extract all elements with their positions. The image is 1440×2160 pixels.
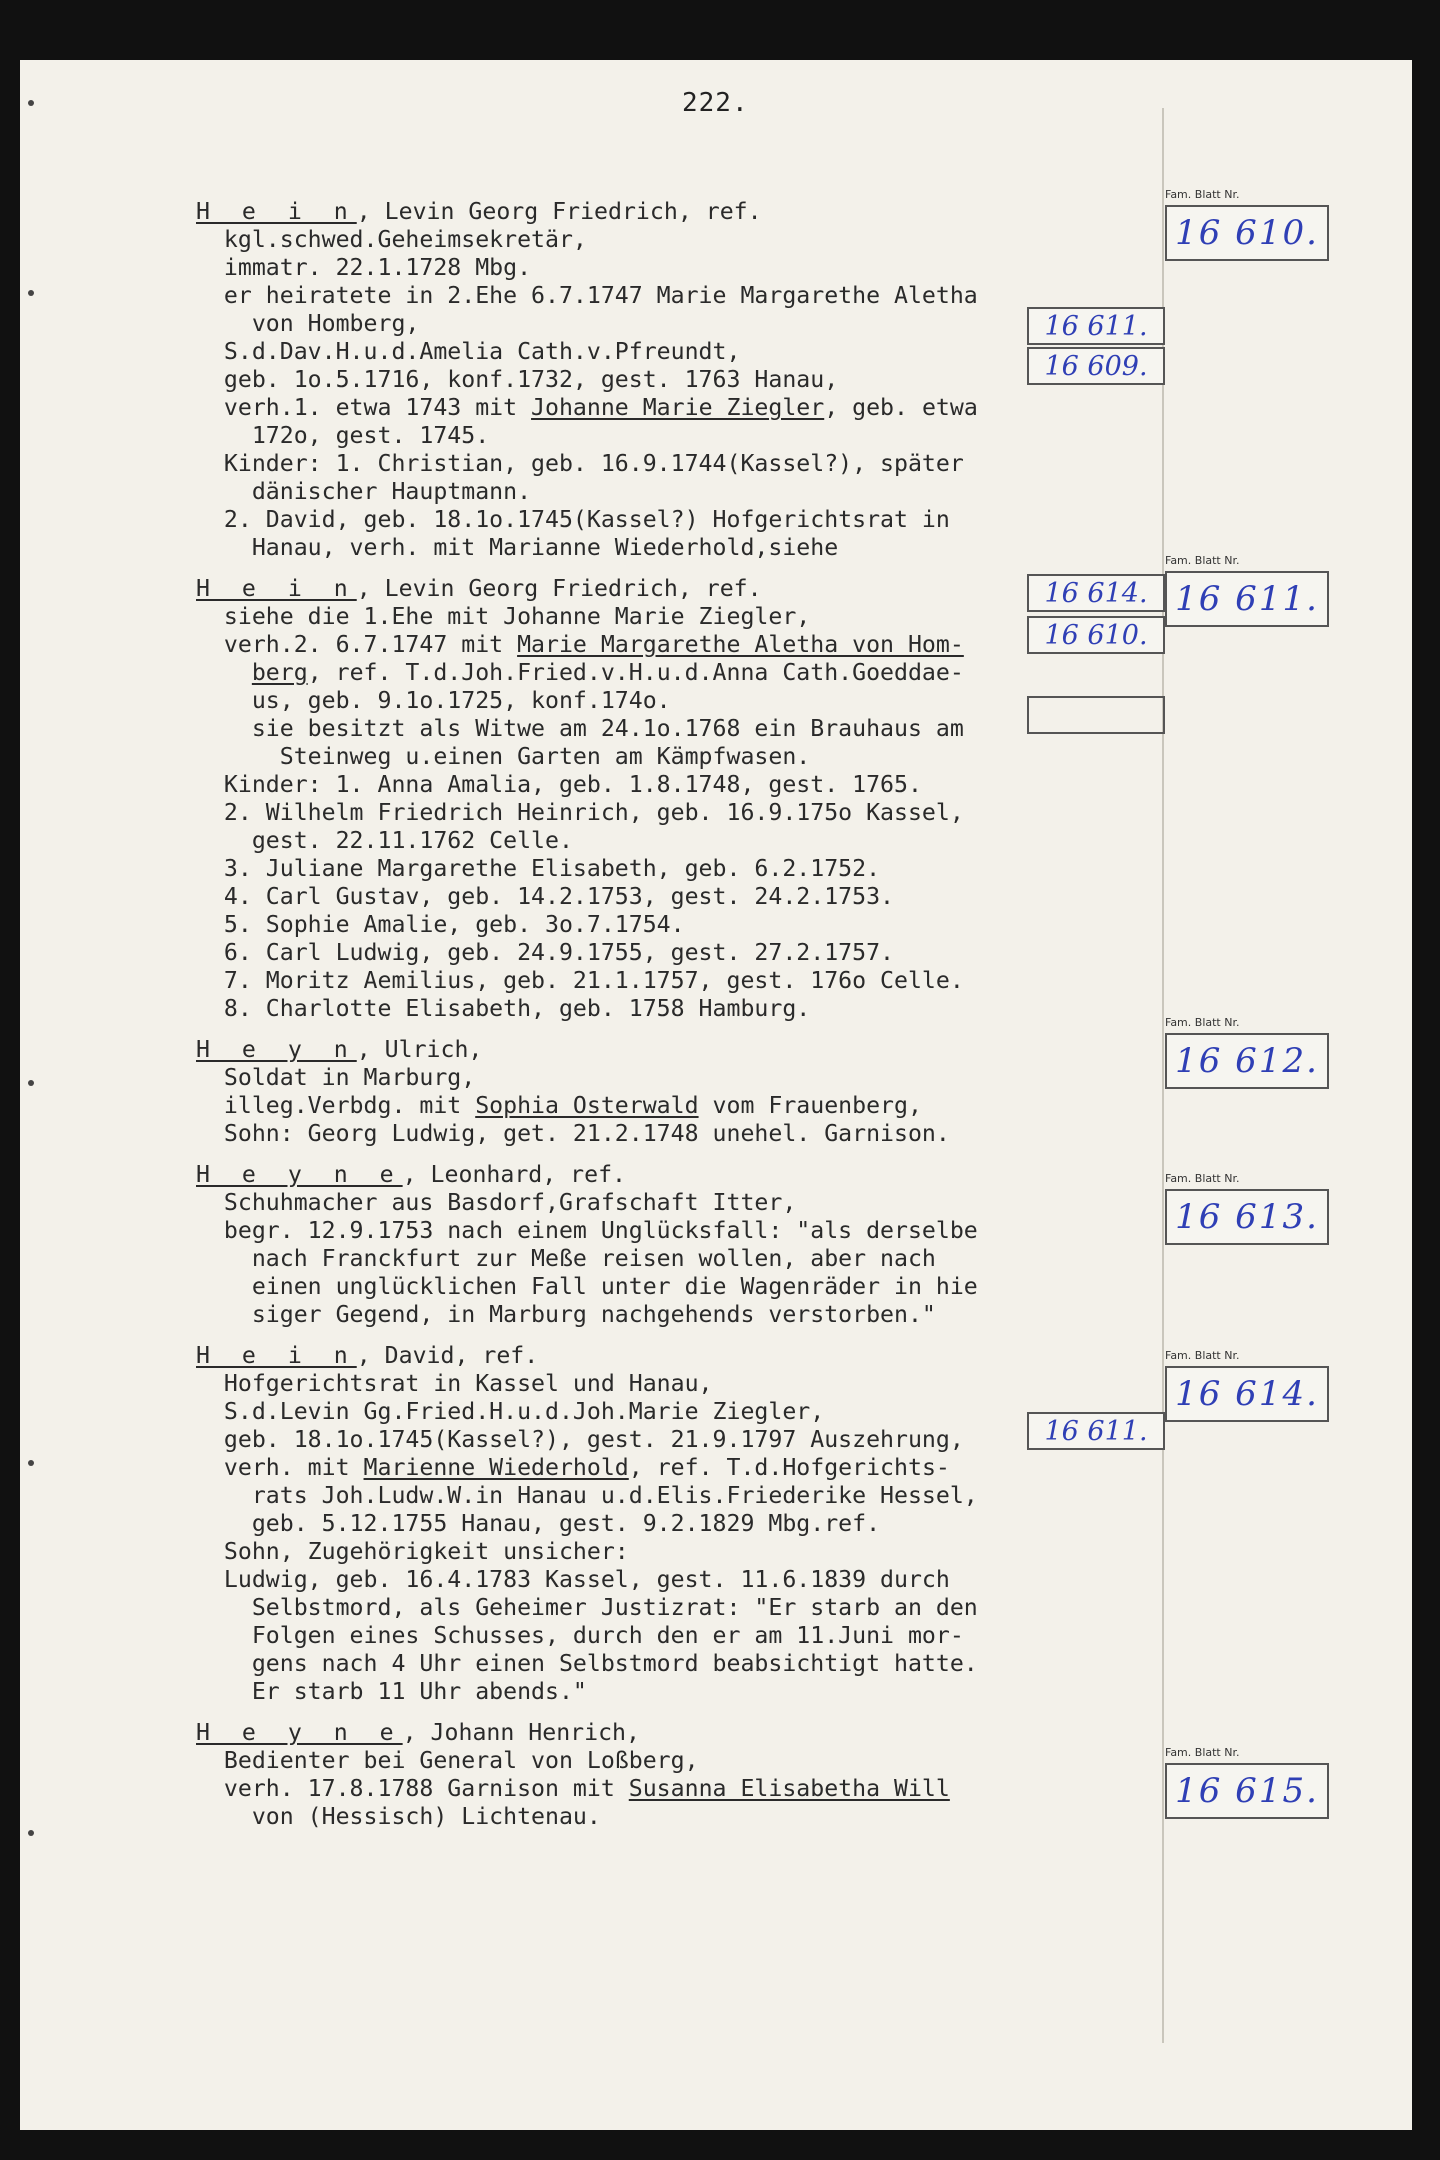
entry-line: geb. 18.1o.1745(Kassel?), gest. 21.9.1797 Auszehrung, — [196, 1426, 964, 1453]
inline-ref-box: 16 609. — [1027, 347, 1165, 385]
entry-line: rats Joh.Ludw.W.in Hanau u.d.Elis.Friederike Hessel, — [196, 1482, 978, 1509]
fam-blatt-number: 16 613. — [1165, 1189, 1329, 1245]
entry-line: Selbstmord, als Geheimer Justizrat: "Er starb an den — [196, 1594, 978, 1621]
entry-line — [196, 1092, 1156, 1120]
line-text: , Levin Georg Friedrich, ref. — [356, 198, 762, 225]
line-text: verh. 17.8.1788 Garnison mit — [196, 1775, 629, 1802]
fam-blatt-label: Fam. Blatt Nr. — [1165, 1349, 1240, 1362]
fam-blatt-number: 16 615. — [1165, 1763, 1329, 1819]
entry-line: S.d.Levin Gg.Fried.H.u.d.Joh.Marie Ziegler, — [196, 1398, 825, 1425]
entry — [196, 198, 1156, 562]
entry-line: 172o, gest. 1745. — [196, 422, 490, 449]
entry-line: us, geb. 9.1o.1725, konf.174o. — [196, 687, 671, 714]
entry — [196, 1161, 1156, 1329]
inline-ref-box: 16 611. — [1027, 307, 1165, 345]
inline-ref-box: 16 611. — [1027, 1412, 1165, 1450]
line-text: illeg.Verbdg. mit — [196, 1092, 476, 1119]
entry-line: Bedienter bei General von Loßberg, — [196, 1747, 699, 1774]
entry-line: Sohn, Zugehörigkeit unsicher: — [196, 1538, 629, 1565]
entry-line: von (Hessisch) Lichtenau. — [196, 1803, 601, 1830]
entry-line: Hanau, verh. mit Marianne Wiederhold,siehe — [196, 534, 839, 561]
entry-line: kgl.schwed.Geheimsekretär, — [196, 226, 587, 253]
entry-line: Ludwig, geb. 16.4.1783 Kassel, gest. 11.6.1839 durch — [196, 1566, 950, 1593]
line-text: , Ulrich, — [356, 1036, 483, 1063]
surname: H e y n e — [196, 1161, 403, 1188]
entry-line: 2. David, geb. 18.1o.1745(Kassel?) Hofgerichtsrat in — [196, 506, 950, 533]
hole-punch-mark — [28, 1460, 34, 1466]
entry — [196, 575, 1156, 1023]
hole-punch-mark — [28, 290, 34, 296]
entry-line: Schuhmacher aus Basdorf,Grafschaft Itter, — [196, 1189, 797, 1216]
entry-line: 4. Carl Gustav, geb. 14.2.1753, gest. 24.2.1753. — [196, 883, 895, 910]
spouse-name: Marienne Wiederhold — [363, 1454, 629, 1481]
entry-line: nach Franckfurt zur Meße reisen wollen, aber nach — [196, 1245, 936, 1272]
entry-line: er heiratete in 2.Ehe 6.7.1747 Marie Margarethe Aletha — [196, 282, 978, 309]
entry-line — [196, 394, 1156, 422]
fam-blatt-number: 16 612. — [1165, 1033, 1329, 1089]
entry-line: 2. Wilhelm Friedrich Heinrich, geb. 16.9.175o Kassel, — [196, 799, 964, 826]
entry-line: 7. Moritz Aemilius, geb. 21.1.1757, gest. 176o Celle. — [196, 967, 964, 994]
entry-line: geb. 5.12.1755 Hanau, gest. 9.2.1829 Mbg.ref. — [196, 1510, 881, 1537]
line-text: , Leonhard, ref. — [402, 1161, 627, 1188]
entry-heading — [196, 198, 1156, 226]
spouse-name: Susanna Elisabetha Will — [628, 1775, 950, 1802]
surname: H e i n — [196, 575, 357, 602]
entry-line: einen unglücklichen Fall unter die Wagenräder in hie — [196, 1273, 978, 1300]
inline-ref-box: 16 614. — [1027, 574, 1165, 612]
fam-blatt-5 — [1165, 1349, 1355, 1422]
spouse-name: Sophia Osterwald — [475, 1092, 699, 1119]
fam-blatt-1 — [1165, 188, 1355, 261]
line-text: verh.1. etwa 1743 mit — [196, 394, 532, 421]
margin-rule — [1162, 108, 1164, 2043]
entry-line: Kinder: 1. Anna Amalia, geb. 1.8.1748, gest. 1765. — [196, 771, 922, 798]
fam-blatt-number: 16 610. — [1165, 205, 1329, 261]
entry-line: Sohn: Georg Ludwig, get. 21.2.1748 unehel. Garnison. — [196, 1120, 950, 1147]
entry-line: sie besitzt als Witwe am 24.1o.1768 ein Brauhaus am — [196, 715, 964, 742]
entry-heading — [196, 1342, 1156, 1370]
entry-line: immatr. 22.1.1728 Mbg. — [196, 254, 532, 281]
entry-line: S.d.Dav.H.u.d.Amelia Cath.v.Pfreundt, — [196, 338, 741, 365]
line-text: , ref. T.d.Hofgerichts- — [628, 1454, 950, 1481]
fam-blatt-label: Fam. Blatt Nr. — [1165, 554, 1240, 567]
entry-line: von Homberg, — [196, 310, 420, 337]
fam-blatt-label: Fam. Blatt Nr. — [1165, 188, 1240, 201]
fam-blatt-3 — [1165, 1016, 1355, 1089]
hole-punch-mark — [28, 1830, 34, 1836]
entry-line: gest. 22.11.1762 Celle. — [196, 827, 573, 854]
entry-line: begr. 12.9.1753 nach einem Unglücksfall: "als derselbe — [196, 1217, 978, 1244]
entry-line: siehe die 1.Ehe mit Johanne Marie Ziegler, — [196, 603, 811, 630]
hole-punch-mark — [28, 100, 34, 106]
fam-blatt-label: Fam. Blatt Nr. — [1165, 1746, 1240, 1759]
spouse-name: berg — [251, 659, 308, 686]
entry-line: 8. Charlotte Elisabeth, geb. 1758 Hamburg. — [196, 995, 811, 1022]
fam-blatt-2 — [1165, 554, 1355, 627]
hole-punch-mark — [28, 1080, 34, 1086]
entry-heading — [196, 1036, 1156, 1064]
surname: H e i n — [196, 198, 357, 225]
surname: H e y n e — [196, 1719, 403, 1746]
document-page — [20, 60, 1412, 2130]
fam-blatt-label: Fam. Blatt Nr. — [1165, 1016, 1240, 1029]
entry-line: Er starb 11 Uhr abends." — [196, 1678, 587, 1705]
entry-heading — [196, 1161, 1156, 1189]
inline-ref-box-empty — [1027, 696, 1165, 734]
entry-line — [196, 1775, 1156, 1803]
entry-line: geb. 1o.5.1716, konf.1732, gest. 1763 Hanau, — [196, 366, 839, 393]
genealogy-entries — [196, 198, 1156, 1844]
entry-line: 3. Juliane Margarethe Elisabeth, geb. 6.2.1752. — [196, 855, 881, 882]
entry — [196, 1719, 1156, 1831]
line-text: , David, ref. — [356, 1342, 539, 1369]
entry-line: Steinweg u.einen Garten am Kämpfwasen. — [196, 743, 811, 770]
fam-blatt-label: Fam. Blatt Nr. — [1165, 1172, 1240, 1185]
entry — [196, 1036, 1156, 1148]
inline-ref-box: 16 610. — [1027, 616, 1165, 654]
entry-heading — [196, 1719, 1156, 1747]
entry-line — [196, 631, 1156, 659]
spouse-name: Marie Margarethe Aletha von Hom- — [517, 631, 964, 658]
entry-line: 5. Sophie Amalie, geb. 3o.7.1754. — [196, 911, 685, 938]
entry-line — [196, 659, 1156, 687]
entry-line: Folgen eines Schusses, durch den er am 11.Juni mor- — [196, 1622, 964, 1649]
line-text: , Johann Henrich, — [402, 1719, 640, 1746]
line-text: , ref. T.d.Joh.Fried.v.H.u.d.Anna Cath.Goeddae- — [307, 659, 964, 686]
line-text — [196, 659, 252, 686]
line-text: verh.2. 6.7.1747 mit — [196, 631, 518, 658]
line-text: verh. mit — [196, 1454, 364, 1481]
entry-line: dänischer Hauptmann. — [196, 478, 532, 505]
surname: H e y n — [196, 1036, 357, 1063]
entry-line: Hofgerichtsrat in Kassel und Hanau, — [196, 1370, 713, 1397]
entry-line: 6. Carl Ludwig, geb. 24.9.1755, gest. 27.2.1757. — [196, 939, 895, 966]
line-text: vom Frauenberg, — [698, 1092, 922, 1119]
fam-blatt-4 — [1165, 1172, 1355, 1245]
entry-line: Kinder: 1. Christian, geb. 16.9.1744(Kassel?), später — [196, 450, 964, 477]
fam-blatt-6 — [1165, 1746, 1355, 1819]
line-text: , Levin Georg Friedrich, ref. — [356, 575, 762, 602]
entry-line: Soldat in Marburg, — [196, 1064, 476, 1091]
fam-blatt-number: 16 611. — [1165, 571, 1329, 627]
entry-heading — [196, 575, 1156, 603]
line-text: , geb. etwa — [824, 394, 978, 421]
entry — [196, 1342, 1156, 1706]
surname: H e i n — [196, 1342, 357, 1369]
entry-line: siger Gegend, in Marburg nachgehends verstorben." — [196, 1301, 936, 1328]
fam-blatt-number: 16 614. — [1165, 1366, 1329, 1422]
page-number: 222. — [682, 88, 749, 118]
spouse-name: Johanne Marie Ziegler — [531, 394, 825, 421]
entry-line: gens nach 4 Uhr einen Selbstmord beabsichtigt hatte. — [196, 1650, 978, 1677]
entry-line — [196, 1454, 1156, 1482]
